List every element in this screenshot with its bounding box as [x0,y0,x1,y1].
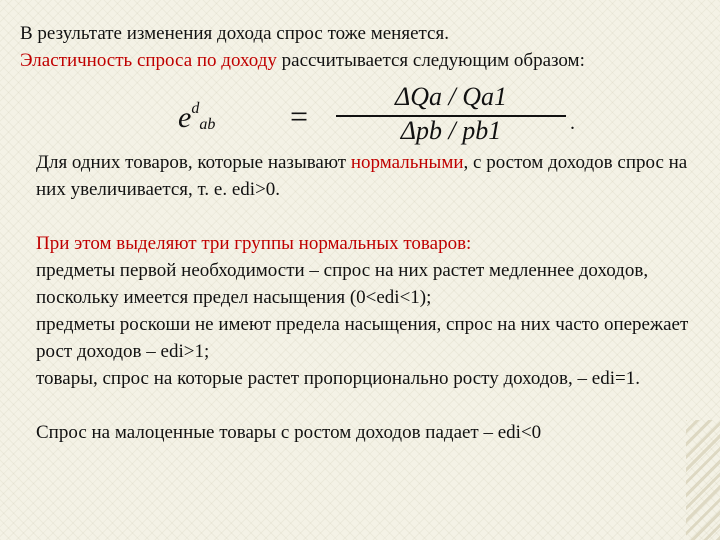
income-elasticity-formula [178,82,578,148]
groups-heading: При этом выделяют три группы нормальных товаров: [36,233,472,254]
inferior-goods-paragraph: Спрос на малоценные товары с ростом доходов падает – edi<0 [36,422,542,443]
normal-goods-term: нормальными [350,152,464,173]
intro-text-block [20,20,700,74]
intro-line-2-rest: рассчитывается следующим образом: [276,50,585,71]
formula-numerator: ΔQa / Qa1 [394,82,508,111]
main-text-block [36,149,704,446]
formula-lhs: $e^d_{ab}$ [178,100,216,134]
intro-line-2 [20,47,700,74]
group-item-necessities: предметы первой необходимости – спрос на них растет медленнее доходов, поскольку имеется предел насыщения (0<edi<1); [36,260,649,308]
group-item-luxury: предметы роскоши не имеют предела насыщения, спрос на них часто опережает рост доходов – edi>1; [36,314,689,362]
formula-equals: = [290,98,309,134]
group-item-proportional: товары, спрос на которые растет пропорционально росту доходов, – edi=1. [36,368,640,389]
elasticity-term: Эластичность спроса по доходу [20,50,277,71]
formula-trailing-dot: . [570,112,575,134]
intro-line-1: В результате изменения дохода спрос тоже меняется. [20,23,449,44]
normal-goods-paragraph: Для одних товаров, которые называют нормальными, с ростом доходов спрос на них увеличивается, т. е. edi>0. [36,152,688,200]
formula-denominator: Δpb / pb1 [400,116,502,145]
